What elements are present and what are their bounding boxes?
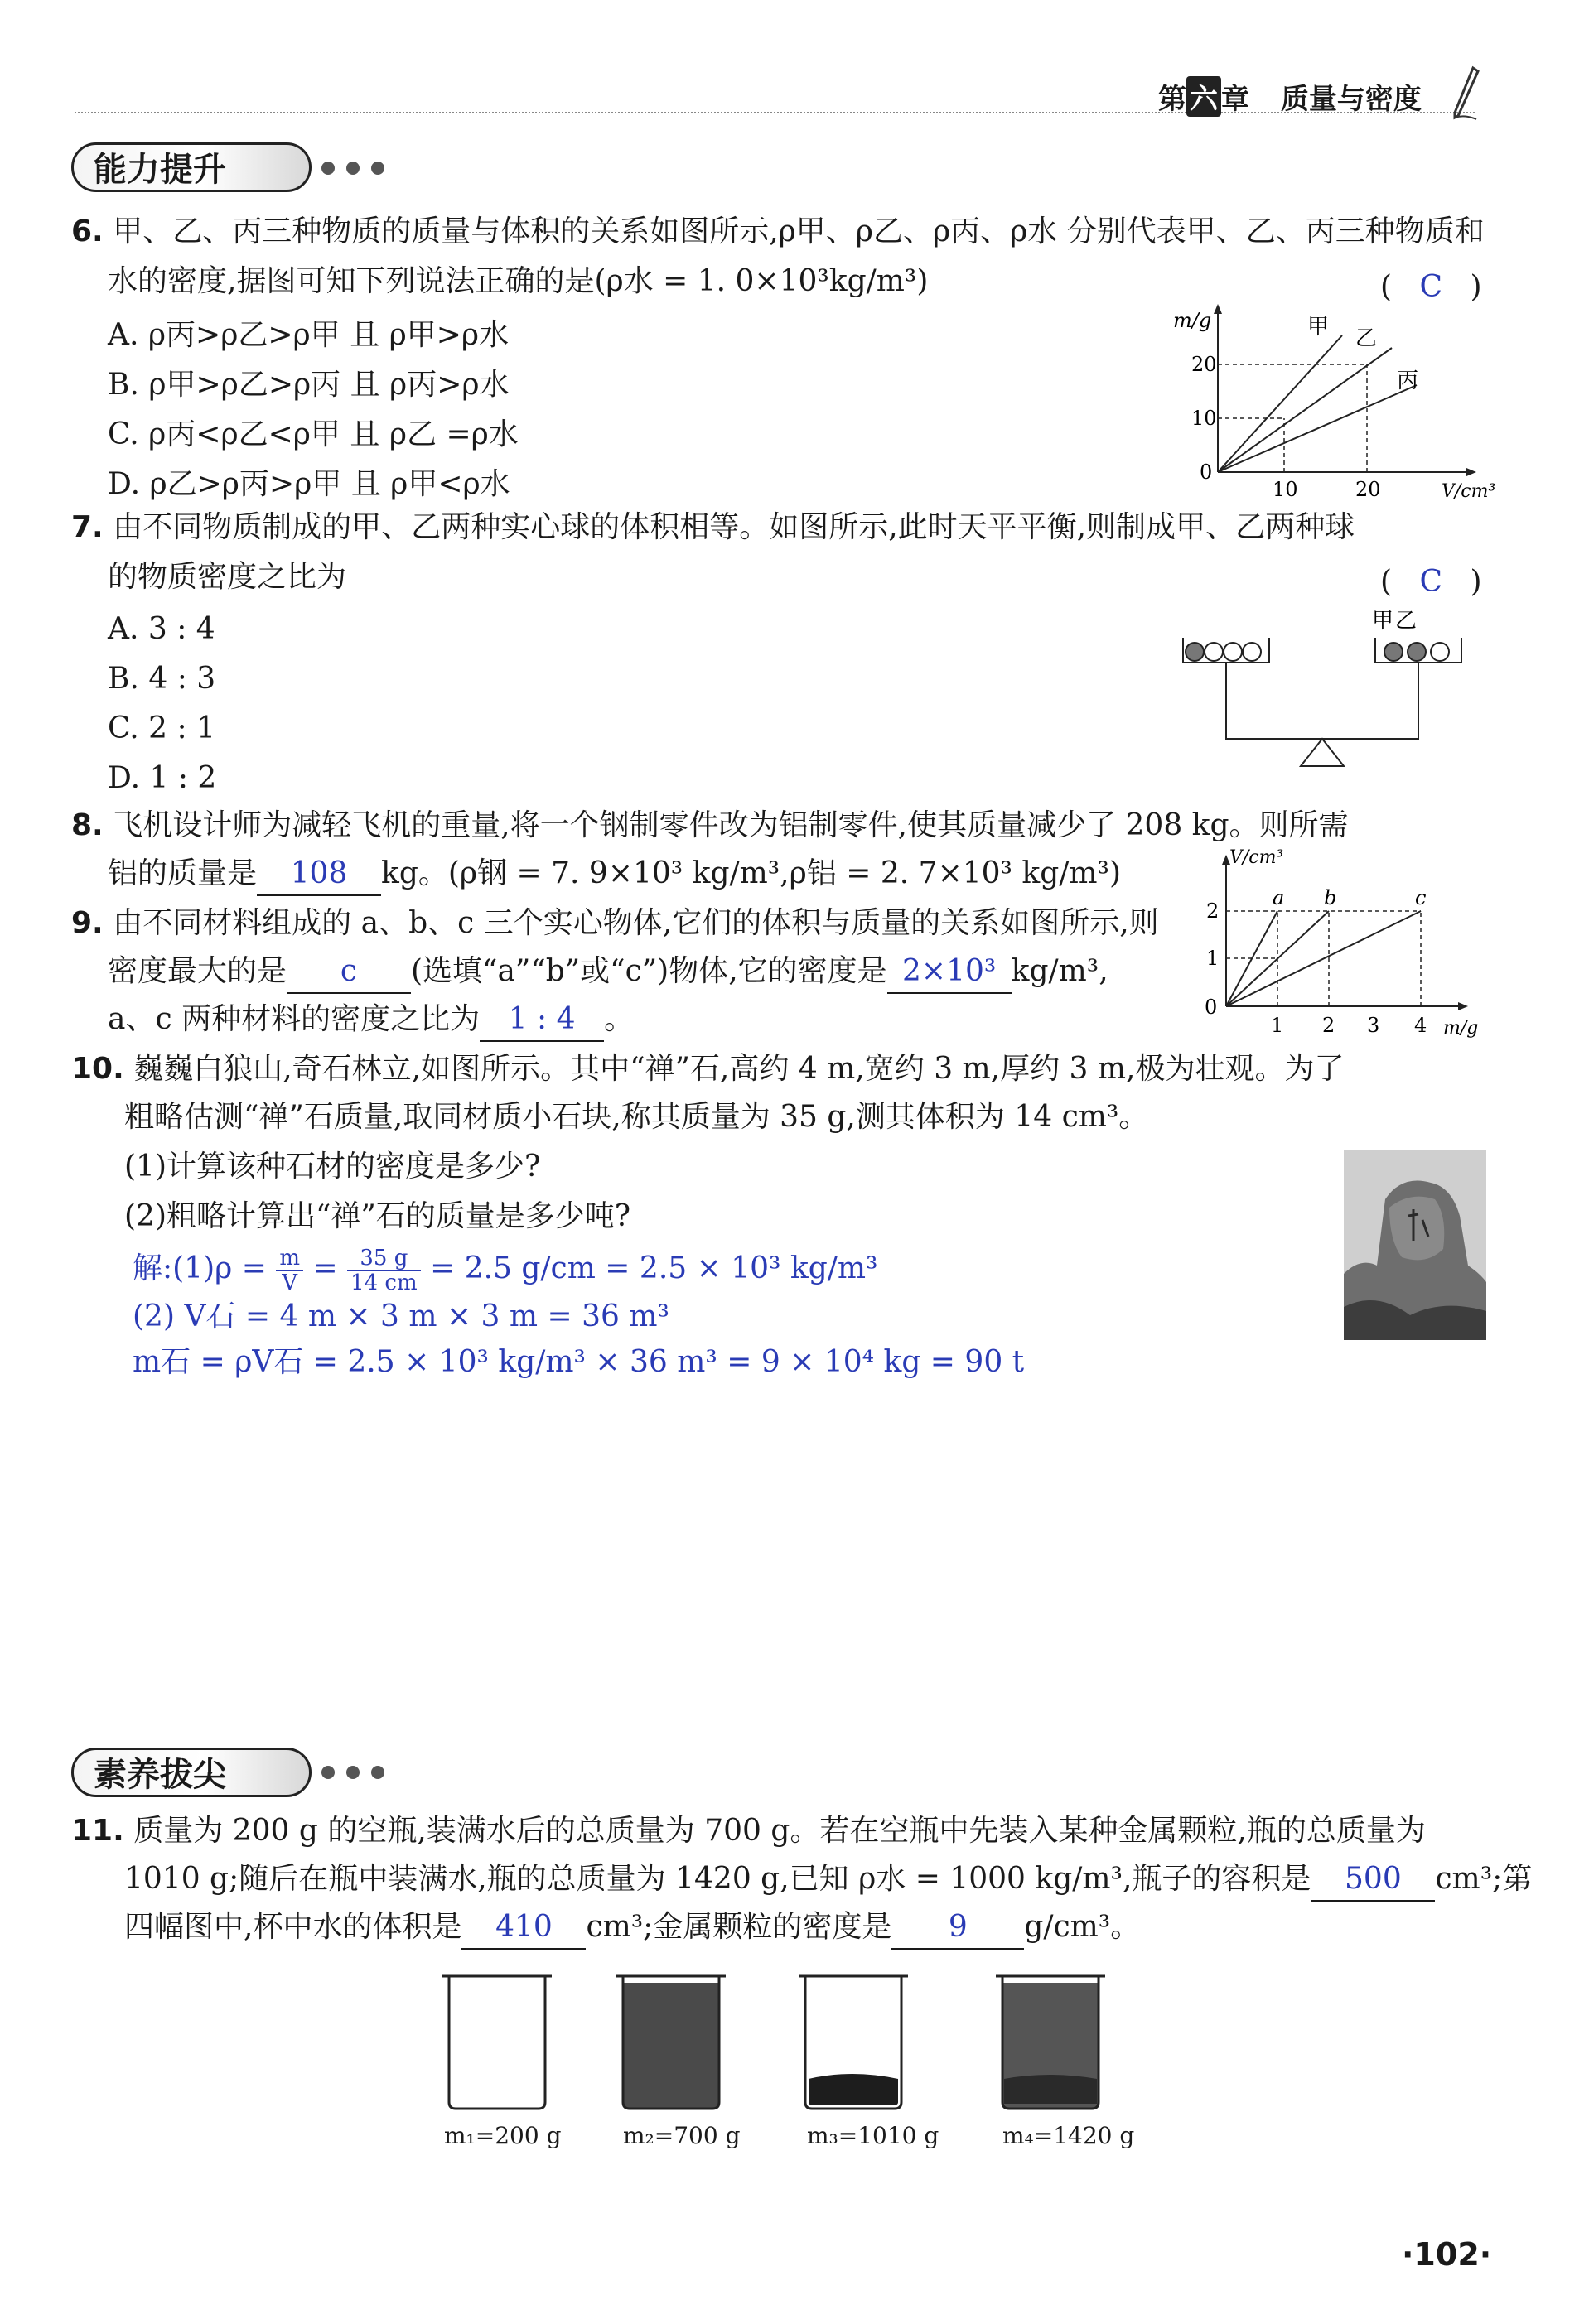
q9-line-c [1226,911,1421,1006]
q6-xlabel: V/cm³ [1442,481,1496,502]
q9-xlabel: m/g [1443,1018,1479,1039]
q6-line-jia [1218,335,1342,472]
q6-mass-volume-graph [1168,302,1496,502]
q11-blank1: 500 [1311,1859,1435,1902]
q8-line2: 铝的质量是 108 kg。(ρ钢 = 7. 9×10³ kg/m³,ρ铝 = 2. 7×10³ kg/m³) [108,853,1121,896]
q6-line-bing [1218,385,1417,472]
q10-solution-line3: m石 = ρV石 = 2.5 × 10³ kg/m³ × 36 m³ = 9 × 10⁴ kg = 90 t [133,1345,1025,1379]
q7-label-yi: 乙 [1395,609,1418,634]
q7-option-a: A. 3 : 4 [108,612,215,646]
q9-xtick: 1 [1271,1014,1284,1037]
beaker-metal-granules [794,1971,913,2112]
q7-option-d: D. 1 : 2 [108,761,217,795]
section-title-literacy: 素养拔尖 [71,1748,312,1797]
q6-ytick: 0 [1200,460,1213,484]
q6-line2: 水的密度,据图可知下列说法正确的是(ρ水 = 1. 0×10³kg/m³) [108,264,929,298]
beaker-caption-4: m₄=1420 g [1002,2122,1135,2149]
section-dots [321,162,396,178]
q11-line2: 1010 g;随后在瓶中装满水,瓶的总质量为 1420 g,已知 ρ水 = 1000 kg/m³,瓶子的容积是 500 cm³;第 [124,1859,1532,1902]
q10-line1: 10. 巍巍白狼山,奇石林立,如图所示。其中“禅”石,高约 4 m,宽约 3 m,厚约 3 m,极为壮观。为了 [71,1052,1345,1086]
q9-blank3: 1 : 4 [480,999,604,1042]
q6-label-yi: 乙 [1355,326,1378,351]
zen-rock-photo [1344,1150,1486,1340]
q9-ytick: 2 [1206,899,1220,923]
q9-line3: a、c 两种材料的密度之比为 1 : 4 。 [108,999,634,1042]
q6-label-jia: 甲 [1307,315,1330,340]
q9-ylabel: V/cm³ [1229,847,1284,868]
q10-sub1: (1)计算该种石材的密度是多少? [124,1150,541,1184]
q6-xtick: 20 [1355,478,1381,501]
q9-line1: 9. 由不同材料组成的 a、b、c 三个实心物体,它们的体积与质量的关系如图所示,则 [71,906,1159,940]
q6-line1: 6. 甲、乙、丙三种物质的质量与体积的关系如图所示,ρ甲、ρ乙、ρ丙、ρ水 分别代表甲、乙、丙三种物质和 [71,215,1485,248]
beaker-empty [437,1971,557,2112]
fraction-35g-over-14cm: $\frac{35 g}{14 cm}$ [347,1246,421,1295]
q10-line2: 粗略估测“禅”石质量,取同材质小石块,称其质量为 35 g,测其体积为 14 cm³。 [124,1100,1149,1134]
q7-label-jia: 甲 [1372,609,1394,634]
q6-ytick: 10 [1191,407,1217,430]
q10-solution-line2: (2) V石 = 4 m × 3 m × 3 m = 36 m³ [133,1299,669,1333]
section-title-ability: 能力提升 [71,142,312,192]
q7-option-c: C. 2 : 1 [108,711,215,745]
q7-line1: 7. 由不同物质制成的甲、乙两种实心球的体积相等。如图所示,此时天平平衡,则制成甲、乙两种球 [71,510,1355,544]
fraction-m-over-v: $\frac{m}{V}$ [276,1246,303,1295]
q9-xtick: 2 [1322,1014,1335,1037]
q7-option-b: B. 4 : 3 [108,662,216,696]
q11-blank3: 9 [891,1907,1024,1950]
q6-option-d: D. ρ乙>ρ丙>ρ甲 且 ρ甲<ρ水 [108,467,510,501]
q6-label-bing: 丙 [1397,369,1419,393]
q9-label-a: a [1273,886,1285,909]
beaker-granules-and-water [991,1971,1110,2112]
q6-xtick: 10 [1273,478,1298,501]
q9-xtick: 3 [1367,1014,1380,1037]
q6-option-b: B. ρ甲>ρ乙>ρ丙 且 ρ丙>ρ水 [108,368,510,402]
q8-line1: 8. 飞机设计师为减轻飞机的重量,将一个钢制零件改为铝制零件,使其质量减少了 208 kg。则所需 [71,808,1349,842]
q7-balance-diagram [1176,605,1483,779]
q6-ylabel: m/g [1173,309,1212,332]
q10-solution-line1: 解:(1)ρ = $\frac{m}{V}$ = $\frac{35 g}{14 cm}$ = 2.5 g/cm = 2.5 × 10³ kg/m³ [133,1246,878,1295]
q6-answer-bracket: ( C ) [1380,270,1482,304]
pen-icon [1448,65,1481,123]
q6-option-c: C. ρ丙<ρ乙<ρ甲 且 ρ乙 =ρ水 [108,417,519,451]
q11-line3: 四幅图中,杯中水的体积是 410 cm³;金属颗粒的密度是 9 g/cm³。 [124,1907,1140,1950]
q9-label-c: c [1415,886,1427,909]
q9-ytick: 0 [1205,996,1218,1019]
beaker-caption-3: m₃=1010 g [807,2122,939,2149]
beaker-caption-1: m₁=200 g [444,2122,562,2149]
q7-answer-bracket: ( C ) [1380,565,1482,599]
q6-line-yi [1218,348,1392,472]
page-number: ·102· [1402,2236,1492,2273]
q8-blank: 108 [257,853,381,896]
chapter-header: 第 六 章 质量与密度 [1158,76,1422,117]
q9-ytick: 1 [1206,947,1220,970]
q9-xtick: 4 [1414,1014,1427,1037]
chapter-title: 质量与密度 [1280,83,1422,116]
q9-volume-mass-graph [1193,845,1491,1039]
q11-blank2: 410 [461,1907,586,1950]
q6-ytick: 20 [1191,353,1217,376]
chapter-number: 六 [1186,76,1221,117]
beaker-caption-2: m₂=700 g [623,2122,741,2149]
section-dots [321,1766,396,1782]
q7-line2: 的物质密度之比为 [108,560,347,594]
q9-blank2: 2×10³ [887,951,1012,994]
q11-line1: 11. 质量为 200 g 的空瓶,装满水后的总质量为 700 g。若在空瓶中先装入某种金属颗粒,瓶的总质量为 [71,1814,1426,1848]
q9-label-b: b [1324,886,1337,909]
q9-line2: 密度最大的是 c (选填“a”“b”或“c”)物体,它的密度是 2×10³ kg/m³, [108,951,1108,994]
q10-sub2: (2)粗略计算出“禅”石的质量是多少吨? [124,1199,631,1233]
q9-blank1: c [287,951,411,994]
beaker-full-water [611,1971,731,2112]
q6-option-a: A. ρ丙>ρ乙>ρ甲 且 ρ甲>ρ水 [108,318,510,352]
